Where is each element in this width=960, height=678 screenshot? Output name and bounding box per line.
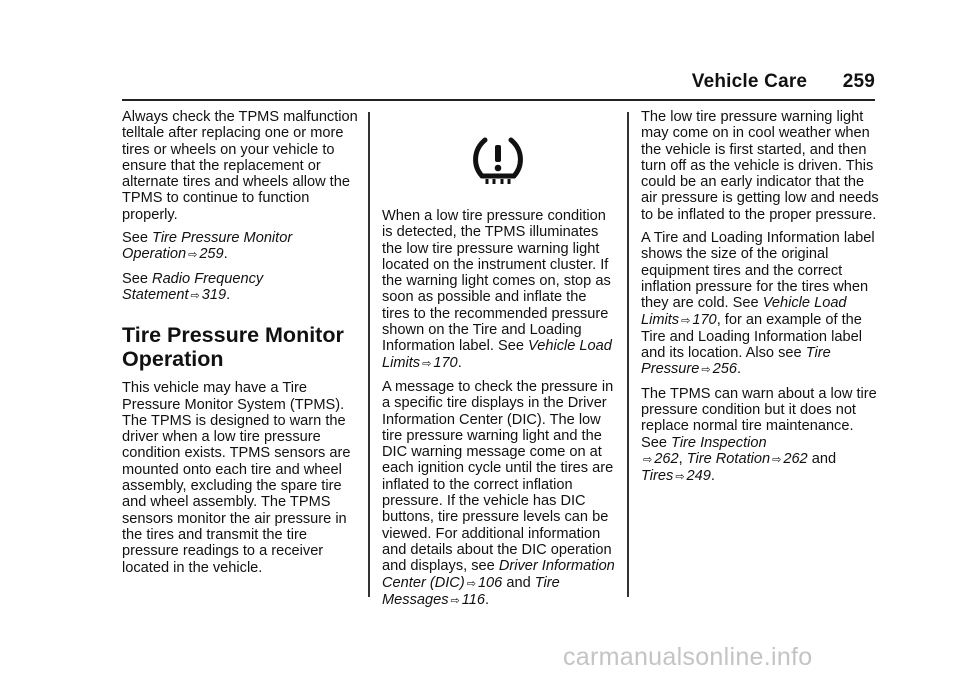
column-3 [641,109,881,493]
column-1 [122,109,362,583]
xref-link[interactable]: Tire Pressure Monitor Operation [122,230,293,263]
page-ref[interactable]: 262 [654,450,679,467]
column-divider-1 [368,112,370,597]
paragraph [641,230,881,379]
punct: . [457,354,462,371]
text: When a low tire pressure condition is detected, the TPMS illuminates the low tire pressure warning light located on the instrument cluster. If the warning light comes on, stop as soon as possible and inflate the tires to the recommended pressure shown on the Tire and Loading Information label. See [382,208,611,355]
page-arrow-icon: ⇨ [643,453,653,466]
page-arrow-icon: ⇨ [675,471,685,484]
punct: . [710,468,715,485]
page-arrow-icon: ⇨ [450,594,460,607]
text: The TPMS can warn about a low tire pressure condition but it does not replace normal tire maintenance. See [641,385,877,451]
xref-link[interactable]: Tire Pressure [641,345,831,378]
xref-link[interactable]: Driver Information Center (DIC) [382,558,615,591]
text: A Tire and Loading Information label shows the size of the original equipment tires and the correct inflation pressure for the tires when they are cold. See [641,230,875,312]
page-ref[interactable]: 256 [712,361,737,378]
xref-link[interactable]: Tire Messages [382,574,560,608]
page-arrow-icon: ⇨ [422,357,432,370]
paragraph [641,386,881,486]
section-title: Vehicle Care [691,71,808,92]
tire-pressure-warning-icon [471,136,525,186]
section-heading: Tire Pressure Monitor Operation [122,323,344,372]
see-reference [122,230,362,264]
xref-link[interactable]: Vehicle Load Limits [382,338,612,371]
see-prefix: See [122,270,153,287]
page-arrow-icon: ⇨ [701,364,711,377]
page-ref[interactable]: 259 [199,246,224,263]
page-header [692,71,875,93]
page-ref[interactable]: 106 [477,574,503,591]
see-reference [122,271,362,305]
text: and [502,574,535,591]
punct: , [678,450,687,467]
paragraph [382,208,617,372]
xref-link[interactable]: Tires [641,468,674,485]
page-ref[interactable]: 319 [201,286,227,303]
page-number: 259 [842,71,875,92]
punct: . [736,361,742,378]
punct: . [485,591,490,608]
page-ref[interactable]: 262 [783,450,808,467]
xref-link[interactable]: Tire Inspection [671,434,767,451]
page-arrow-icon: ⇨ [466,577,476,590]
xref-link[interactable]: Vehicle Load Limits [641,295,847,328]
text: A message to check the pressure in a specific tire displays in the Driver Information Center (DIC). The low tire pressure warning light and the DIC warning message come on at each ignition cycle until the tires are inflated to the correct inflation pressure. If the vehicle has DIC buttons, tire pressure levels can be viewed. For additional information and details about the DIC operation and displays, see [382,378,614,575]
header-rule [122,99,875,101]
paragraph: Always check the TPMS malfunction telltale after replacing one or more tires or wheels on your vehicle to ensure that the replacement or alternate tires and wheels allow the TPMS to continue to function properly. [122,109,358,223]
paragraph: This vehicle may have a Tire Pressure Monitor System (TPMS). The TPMS is designed to warn the driver when a low tire pressure condition exists. TPMS sensors are mounted onto each tire and wheel assembly, excluding the spare tire and wheel assembly. The TPMS sensors monitor the air pressure in the tires and transmit the tire pressure readings to a receiver located in the vehicle. [122,380,351,576]
punct: . [226,286,231,303]
column-divider-2 [627,112,629,597]
page-arrow-icon: ⇨ [772,453,782,466]
page-arrow-icon: ⇨ [190,289,200,302]
page-arrow-icon: ⇨ [188,249,198,262]
xref-link[interactable]: Tire Rotation [686,450,771,467]
column-2 [382,208,617,616]
watermark: carmanualsonline.info [563,643,813,671]
see-prefix: See [122,230,153,247]
xref-link[interactable]: Radio Frequency Statement [122,270,264,303]
text: , for an example of the Tire and Loading Information label and its location. Also see [641,311,862,362]
page-ref[interactable]: 116 [461,591,485,608]
paragraph: The low tire pressure warning light may come on in cool weather when the vehicle is first started, and then turn off as the vehicle is driven. This could be an early indicator that the air pressure is getting low and needs to be inflated to the proper pressure. [641,109,879,223]
paragraph [382,379,617,609]
punct: . [223,246,228,263]
page-ref[interactable]: 170 [692,311,717,328]
page-ref[interactable]: 249 [686,468,711,485]
page-arrow-icon: ⇨ [681,314,691,327]
page-ref[interactable]: 170 [433,354,458,371]
text: and [807,450,837,467]
